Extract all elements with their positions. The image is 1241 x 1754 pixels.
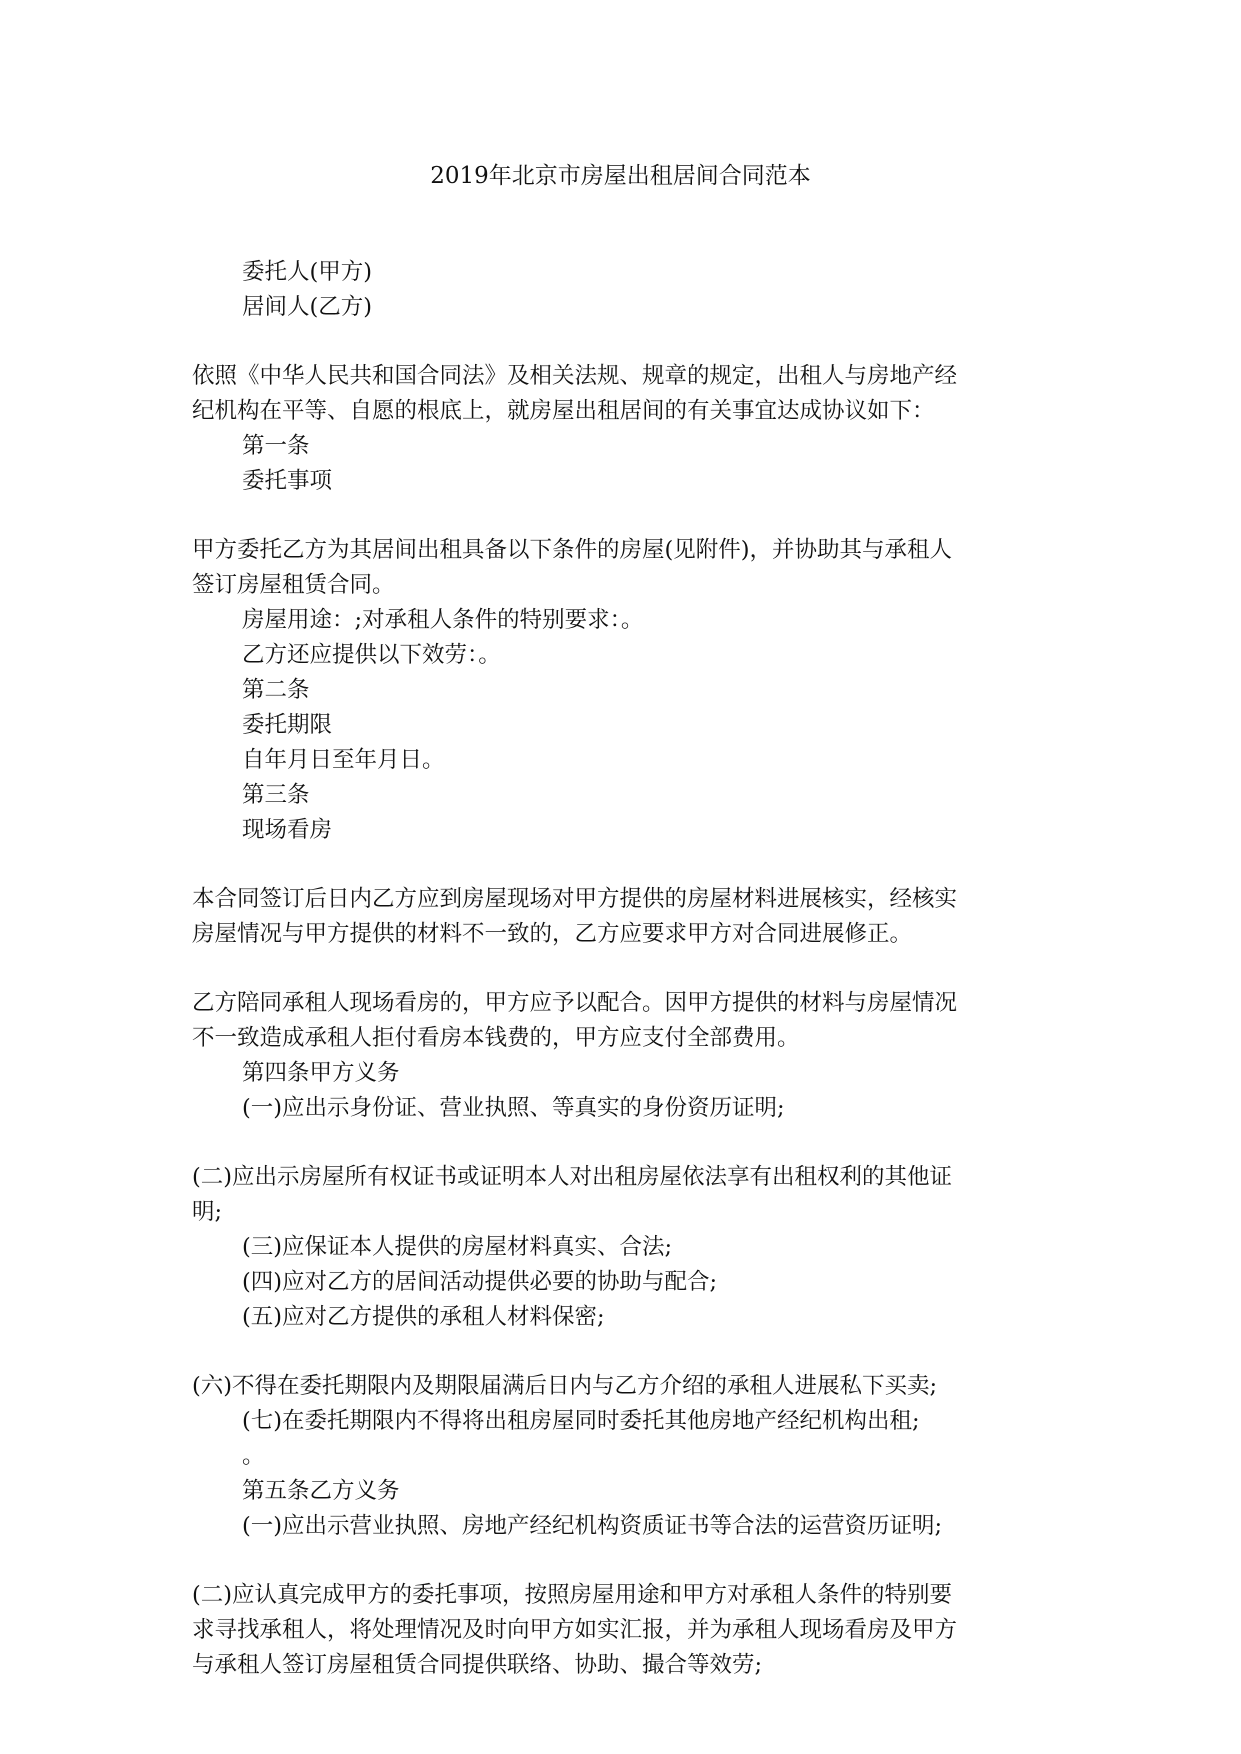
text-line: (四)应对乙方的居间活动提供必要的协助与配合; [242,1269,718,1295]
text-line: 明; [192,1199,223,1225]
paragraph-gap [192,1126,1062,1160]
text-line: 第二条 [242,677,310,703]
text-line: 甲方委托乙方为其居间出租具备以下条件的房屋(见附件)，并协助其与承租人 [192,537,953,563]
text-line: (五)应对乙方提供的承租人材料保密; [242,1304,605,1330]
paragraph-gap [192,848,1062,882]
text-line: 房屋情况与甲方提供的材料不一致的，乙方应要求甲方对合同进展修正。 [192,921,913,947]
text-line: (六)不得在委托期限内及期限届满后日内与乙方介绍的承租人进展私下买卖; [192,1373,938,1399]
text-line: 现场看房 [242,817,333,843]
text-line: 第四条甲方义务 [242,1060,400,1086]
text-line: (一)应出示营业执照、房地产经纪机构资质证书等合法的运营资历证明; [242,1513,943,1539]
paragraph-gap [192,499,1062,533]
text-line: 居间人(乙方) [242,294,373,320]
text-line: 委托人(甲方) [242,259,373,285]
paragraph-gap [192,952,1062,986]
text-line: 求寻找承租人，将处理情况及时向甲方如实汇报，并为承租人现场看房及甲方 [192,1617,958,1643]
document-body [192,255,1062,1683]
paragraph-gap [192,325,1062,359]
text-line: 。 [242,1443,265,1469]
text-line: (三)应保证本人提供的房屋材料真实、合法; [242,1234,673,1260]
text-line: 委托事项 [242,468,333,494]
text-line: 第一条 [242,433,310,459]
text-line: 乙方陪同承租人现场看房的，甲方应予以配合。因甲方提供的材料与房屋情况 [192,990,958,1016]
text-line: 自年月日至年月日。 [242,747,445,773]
paragraph-gap [192,1544,1062,1578]
text-line: (二)应认真完成甲方的委托事项，按照房屋用途和甲方对承租人条件的特别要 [192,1582,953,1608]
text-line: 与承租人签订房屋租赁合同提供联络、协助、撮合等效劳; [192,1652,763,1678]
text-line: 委托期限 [242,712,333,738]
text-line: (一)应出示身份证、营业执照、等真实的身份资历证明; [242,1095,785,1121]
text-line: 依照《中华人民共和国合同法》及相关法规、规章的规定，出租人与房地产经 [192,363,958,389]
text-line: 乙方还应提供以下效劳：。 [242,642,501,668]
text-line: 第三条 [242,782,310,808]
text-line: (二)应出示房屋所有权证书或证明本人对出租房屋依法享有出租权利的其他证 [192,1164,953,1190]
text-line: 签订房屋租赁合同。 [192,572,395,598]
text-line: 房屋用途：;对承租人条件的特别要求：。 [242,607,644,633]
text-line: 第五条乙方义务 [242,1478,400,1504]
document-title: 2019年北京市房屋出租居间合同范本 [430,163,811,189]
text-line: 本合同签订后日内乙方应到房屋现场对甲方提供的房屋材料进展核实，经核实 [192,886,958,912]
text-line: (七)在委托期限内不得将出租房屋同时委托其他房地产经纪机构出租; [242,1408,920,1434]
text-line: 纪机构在平等、自愿的根底上，就房屋出租居间的有关事宜达成协议如下： [192,398,935,424]
text-line: 不一致造成承租人拒付看房本钱费的，甲方应支付全部费用。 [192,1025,800,1051]
paragraph-gap [192,1335,1062,1369]
